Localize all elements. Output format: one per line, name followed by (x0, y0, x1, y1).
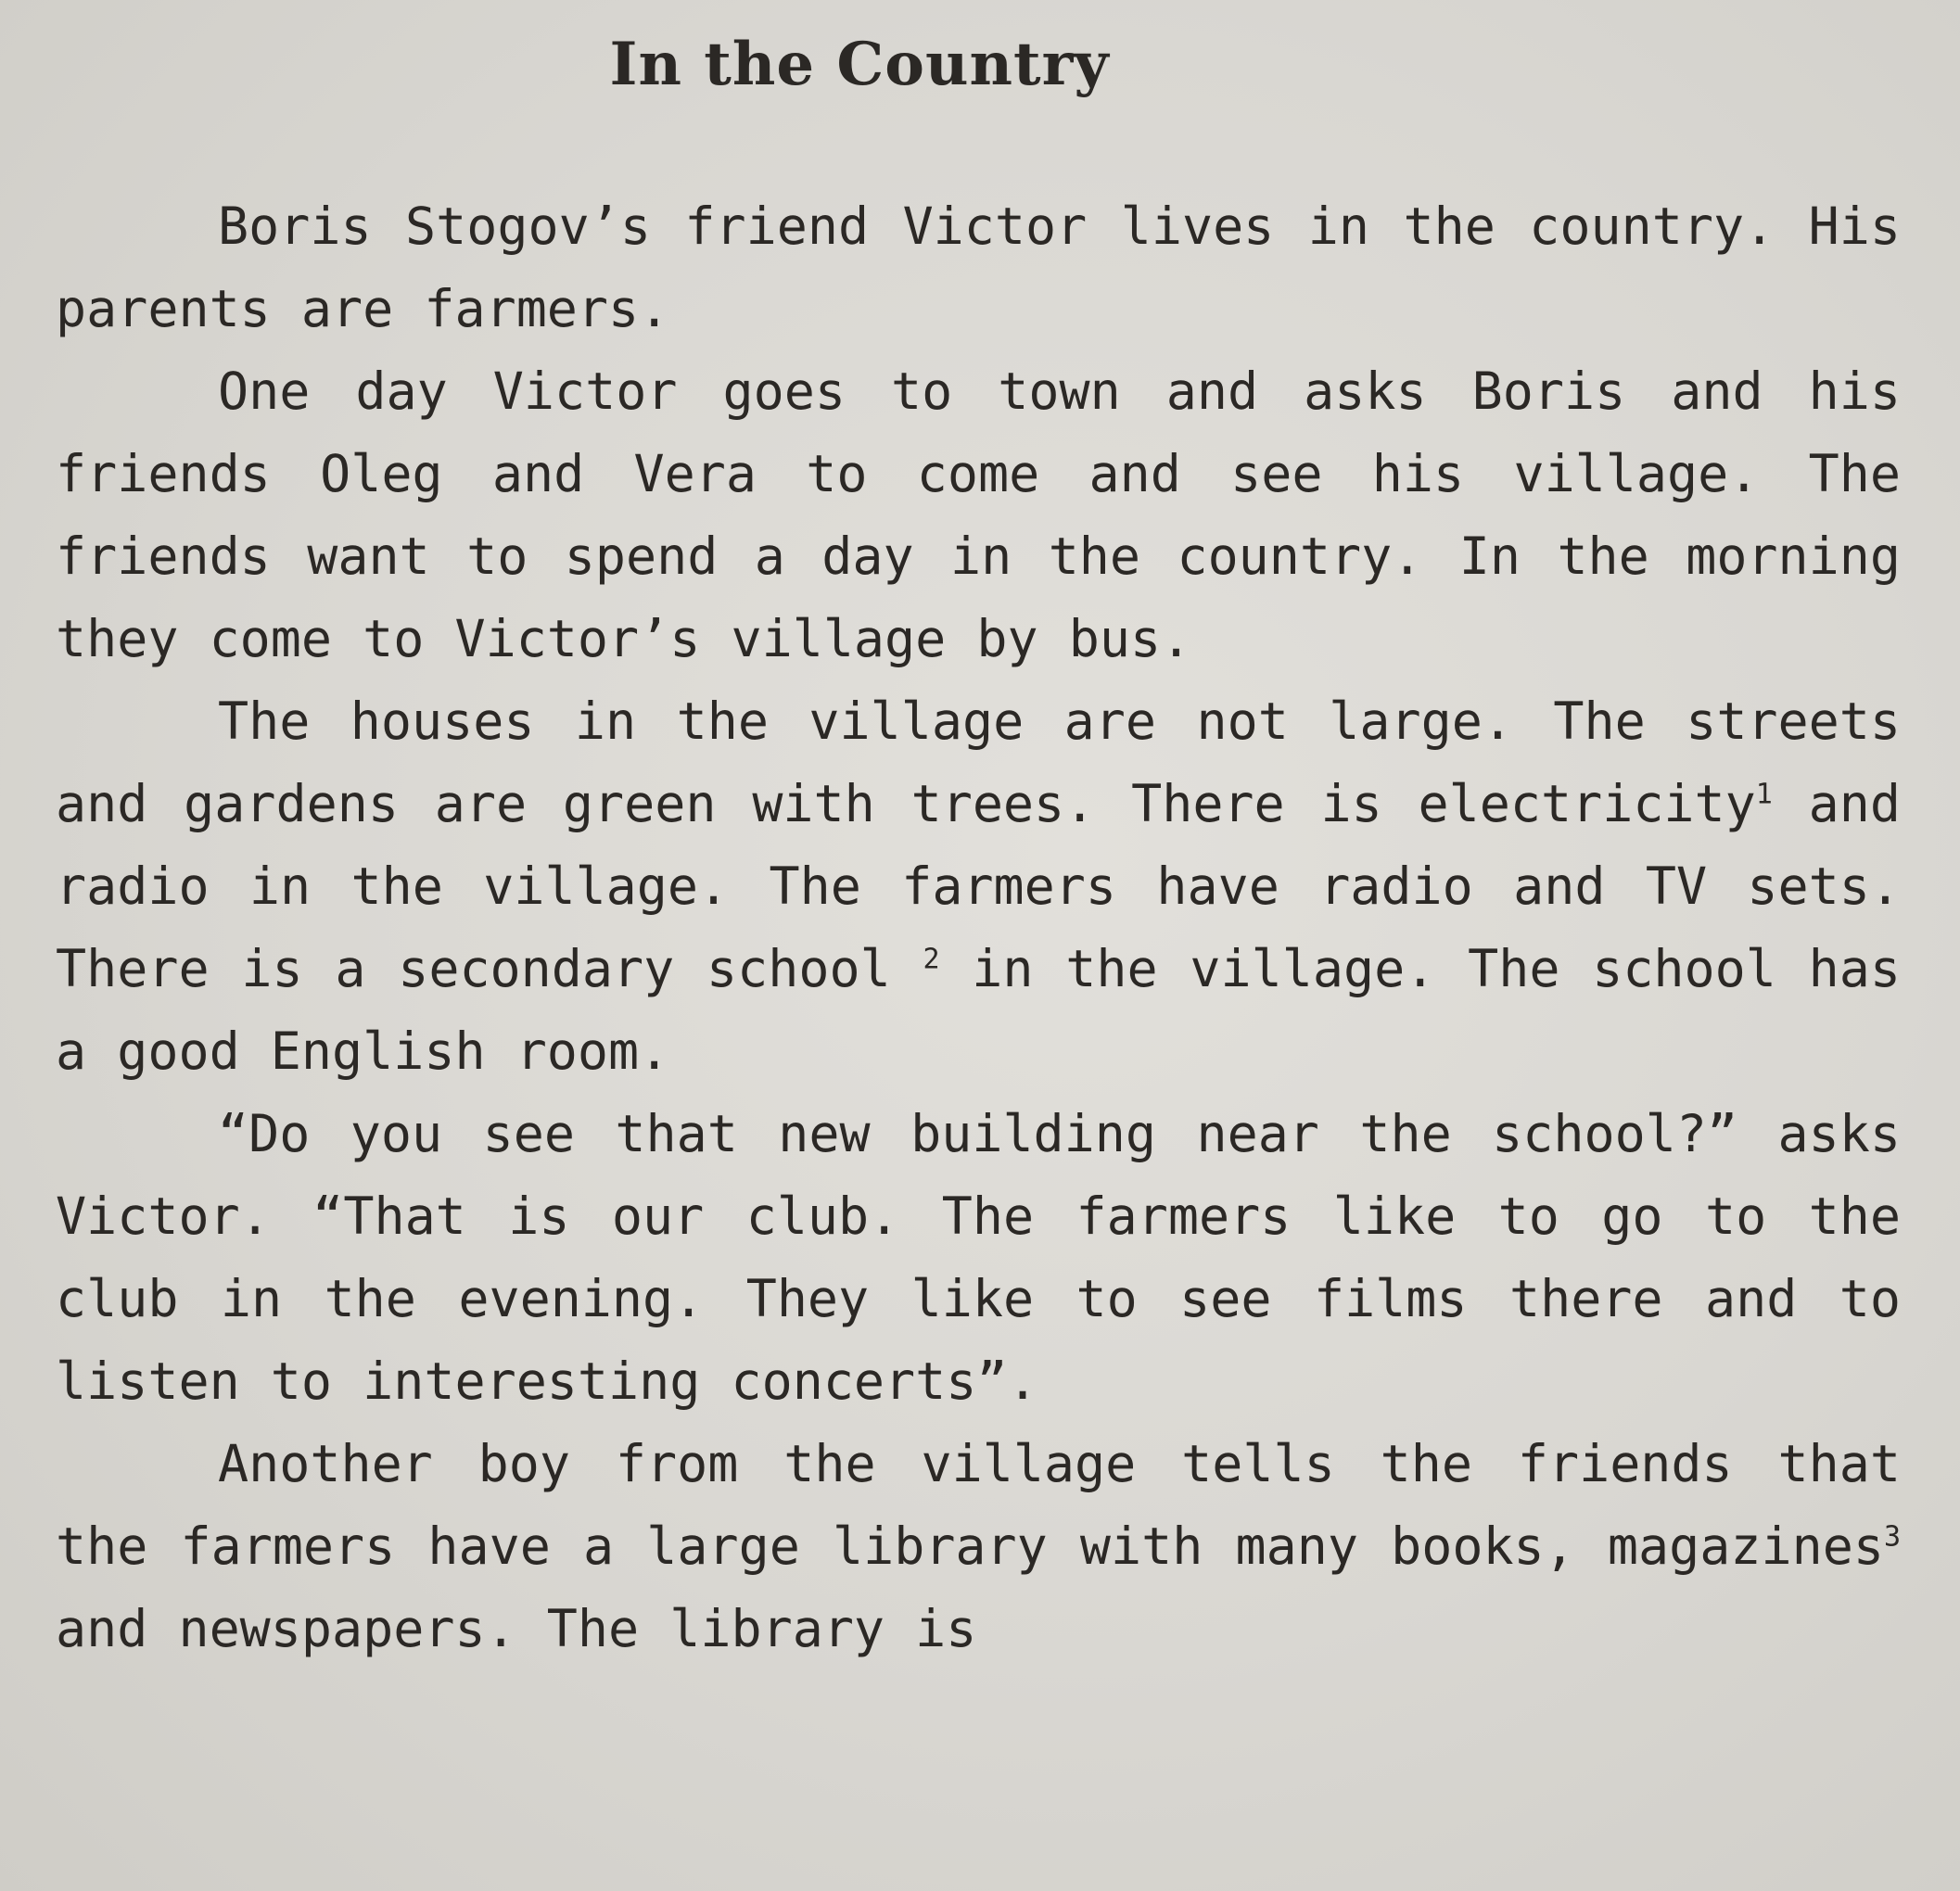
paragraph-5 (56, 1423, 1901, 1670)
paragraph-2: One day Victor goes to town and asks Boris and his friends Oleg and Vera to come and see his village. The friends want to spend a day in the country. In the morning they come to Victor’s village by bus. (56, 362, 1901, 668)
paragraph-5-part-2: and newspapers. The library is (56, 1599, 977, 1658)
paragraph-3-part-3: in the village. The school has a good English room. (56, 939, 1901, 1081)
footnote-mark-2: 2 (923, 943, 940, 976)
paragraph-3-part-2: and radio in the village. The farmers have radio and TV sets. There is a secondary school (56, 774, 1902, 998)
paragraph-3 (56, 680, 1901, 1093)
paragraph-4: “Do you see that new building near the school?” asks Victor. “That is our club. The farmers like to go to the club in the evening. They like to see films there and to listen to interesting concerts”. (56, 1104, 1901, 1411)
footnote-mark-1: 1 (1755, 778, 1773, 811)
paragraph-5-part-1: Another boy from the village tells the friends that the farmers have a large library with many books, magazines (56, 1434, 1901, 1576)
footnote-mark-3: 3 (1883, 1520, 1901, 1554)
paragraph-1: Boris Stogov’s friend Victor lives in the country. His parents are farmers. (56, 197, 1901, 338)
paragraph-3-part-1: The houses in the village are not large. The streets and gardens are green with trees. There is electricity (56, 692, 1901, 833)
page-title: In the Country (609, 30, 1110, 99)
